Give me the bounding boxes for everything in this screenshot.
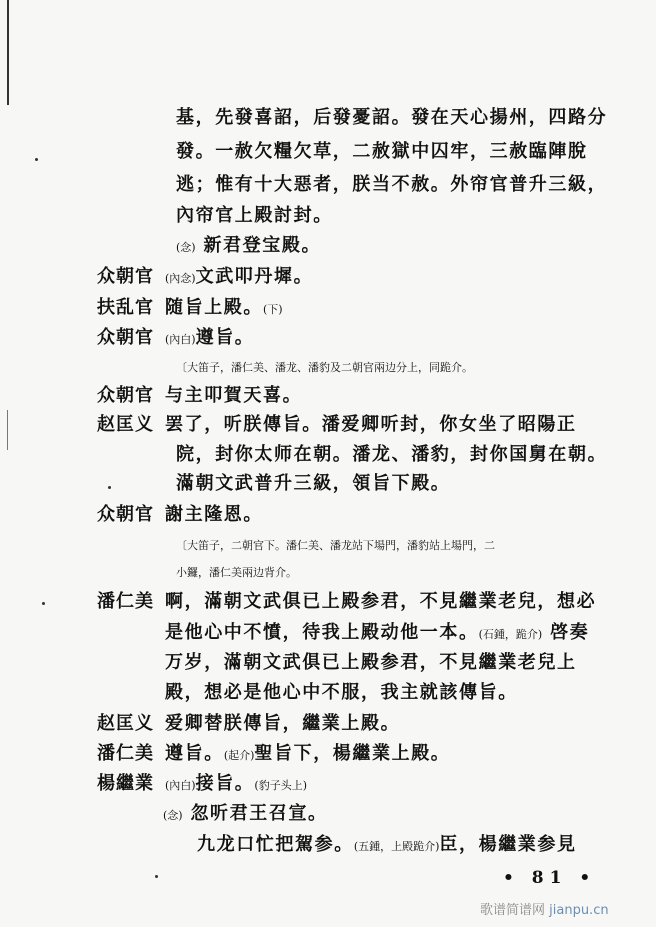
dialogue-line bbox=[176, 106, 607, 130]
stage-note: 〔大笛子，潘仁美、潘龙、潘豹及二朝官兩边分上，同跪介。 bbox=[176, 361, 473, 374]
stage-note: (豹子头上) bbox=[254, 779, 307, 792]
scan-edge-mark bbox=[7, 0, 9, 105]
dialogue-text: 遵旨。 bbox=[165, 743, 224, 764]
dialogue-text: 九龙口忙把駕参。 bbox=[197, 834, 354, 855]
dialogue-line bbox=[165, 265, 313, 291]
stage-note: (內念) bbox=[165, 272, 196, 285]
dialogue-line bbox=[165, 712, 400, 736]
dialogue-line bbox=[176, 140, 588, 164]
dialogue-text: 万岁，滿朝文武俱已上殿参君，不見繼業老兒上 bbox=[165, 652, 577, 673]
dialogue-line bbox=[176, 443, 607, 467]
dialogue-line bbox=[165, 621, 589, 647]
dialogue-text: 与主叩賀天喜。 bbox=[165, 385, 303, 406]
dialogue-text: 逃；惟有十大惡者，朕当不赦。外帘官普升三級， bbox=[176, 174, 608, 195]
dialogue-text: 謝主隆恩。 bbox=[165, 504, 263, 525]
speaker-name: 众朝官 bbox=[97, 385, 154, 406]
stage-direction bbox=[176, 355, 473, 380]
dialogue-text: 基，先發喜詔，后發憂詔。發在天心揚州，四路分 bbox=[176, 107, 608, 128]
speaker-name: 潘仁美 bbox=[97, 591, 154, 612]
scan-speck bbox=[155, 875, 158, 878]
dialogue-text: 院，封你太师在朝。潘龙、潘豹，封你国舅在朝。 bbox=[176, 444, 608, 465]
stage-note: (內白) bbox=[165, 779, 196, 792]
stage-direction bbox=[176, 533, 495, 558]
dialogue-line bbox=[165, 296, 283, 322]
dialogue-line bbox=[165, 742, 450, 768]
dialogue-text: 聖旨下，楊繼業上殿。 bbox=[254, 743, 451, 764]
dialogue-text: 啊，滿朝文武俱已上殿参君，不見繼業老兒，想必 bbox=[165, 591, 597, 612]
dialogue-text: 內帘官上殿討封。 bbox=[176, 205, 333, 226]
dialogue-line bbox=[163, 802, 328, 828]
dialogue-text: 遵旨。 bbox=[195, 327, 255, 348]
stage-note: (念) bbox=[163, 809, 183, 822]
dialogue-line bbox=[165, 326, 254, 352]
speaker-name: 众朝官 bbox=[97, 327, 154, 348]
watermark-cn: 歌谱简谱网 bbox=[480, 903, 550, 918]
stage-note: (念) bbox=[176, 241, 196, 254]
dialogue-line bbox=[197, 833, 577, 859]
stage-note: (石鍾，跪介) bbox=[478, 628, 543, 641]
scan-speck bbox=[42, 602, 45, 605]
dialogue-text: 滿朝文武普升三級，領旨下殿。 bbox=[176, 473, 451, 494]
scan-speck bbox=[35, 158, 38, 161]
dialogue-line bbox=[176, 173, 607, 197]
dialogue-line bbox=[165, 651, 577, 675]
dialogue-line bbox=[176, 234, 321, 260]
speaker-name: 潘仁美 bbox=[97, 743, 154, 764]
stage-direction bbox=[176, 560, 297, 585]
dialogue-text: 忽听君王召宣。 bbox=[182, 803, 328, 824]
dialogue-text: 罢了，听朕傳旨。潘爱卿听封，你女坐了昭陽正 bbox=[165, 414, 577, 435]
scan-speck bbox=[108, 486, 111, 489]
stage-note: (五鍾，上殿跪介) bbox=[353, 840, 440, 853]
dialogue-text: 文武叩丹墀。 bbox=[195, 266, 314, 287]
speaker-name: 众朝官 bbox=[97, 266, 154, 287]
speaker-name: 楊繼業 bbox=[97, 773, 154, 794]
watermark bbox=[480, 899, 609, 918]
dialogue-text: 随旨上殿。 bbox=[165, 297, 263, 318]
dialogue-line bbox=[165, 413, 577, 437]
stage-note: (起介) bbox=[223, 749, 255, 762]
dialogue-text: 是他心中不憤，待我上殿动他一本。 bbox=[165, 622, 479, 643]
dialogue-text: 接旨。 bbox=[195, 773, 255, 794]
dialogue-line bbox=[165, 772, 307, 798]
dialogue-line bbox=[165, 503, 263, 527]
speaker-name: 赵匡义 bbox=[97, 713, 154, 734]
dialogue-text: 新君登宝殿。 bbox=[195, 235, 322, 256]
dialogue-line bbox=[165, 681, 518, 705]
speaker-name: 赵匡义 bbox=[97, 414, 154, 435]
dialogue-text: 爱卿替朕傳旨，繼業上殿。 bbox=[165, 713, 401, 734]
watermark-en: jianpu.cn bbox=[549, 903, 609, 918]
stage-note: 〔大笛子，二朝官下。潘仁美、潘龙站下場門，潘豹站上場門，二 bbox=[176, 539, 495, 552]
dialogue-text: 殿，想必是他心中不服，我主就該傳旨。 bbox=[165, 682, 518, 703]
stage-note: 小鑼，潘仁美兩边背介。 bbox=[176, 566, 297, 579]
stage-note: (內白) bbox=[165, 333, 196, 346]
dialogue-line bbox=[176, 204, 333, 228]
dialogue-line bbox=[165, 590, 596, 614]
speaker-name: 众朝官 bbox=[97, 504, 154, 525]
page-number: • 81 • bbox=[503, 868, 597, 888]
dialogue-text: 啓奏 bbox=[542, 622, 590, 643]
stage-note: (下) bbox=[263, 303, 283, 316]
scan-edge-mark bbox=[7, 410, 8, 450]
dialogue-text: 發。一赦欠糧欠草，二赦獄中囚牢，三赦臨陣脫 bbox=[176, 141, 588, 162]
dialogue-line bbox=[176, 472, 450, 496]
speaker-name: 扶乱官 bbox=[97, 297, 154, 318]
dialogue-line bbox=[165, 384, 302, 408]
dialogue-text: 臣，楊繼業参見 bbox=[439, 834, 577, 855]
